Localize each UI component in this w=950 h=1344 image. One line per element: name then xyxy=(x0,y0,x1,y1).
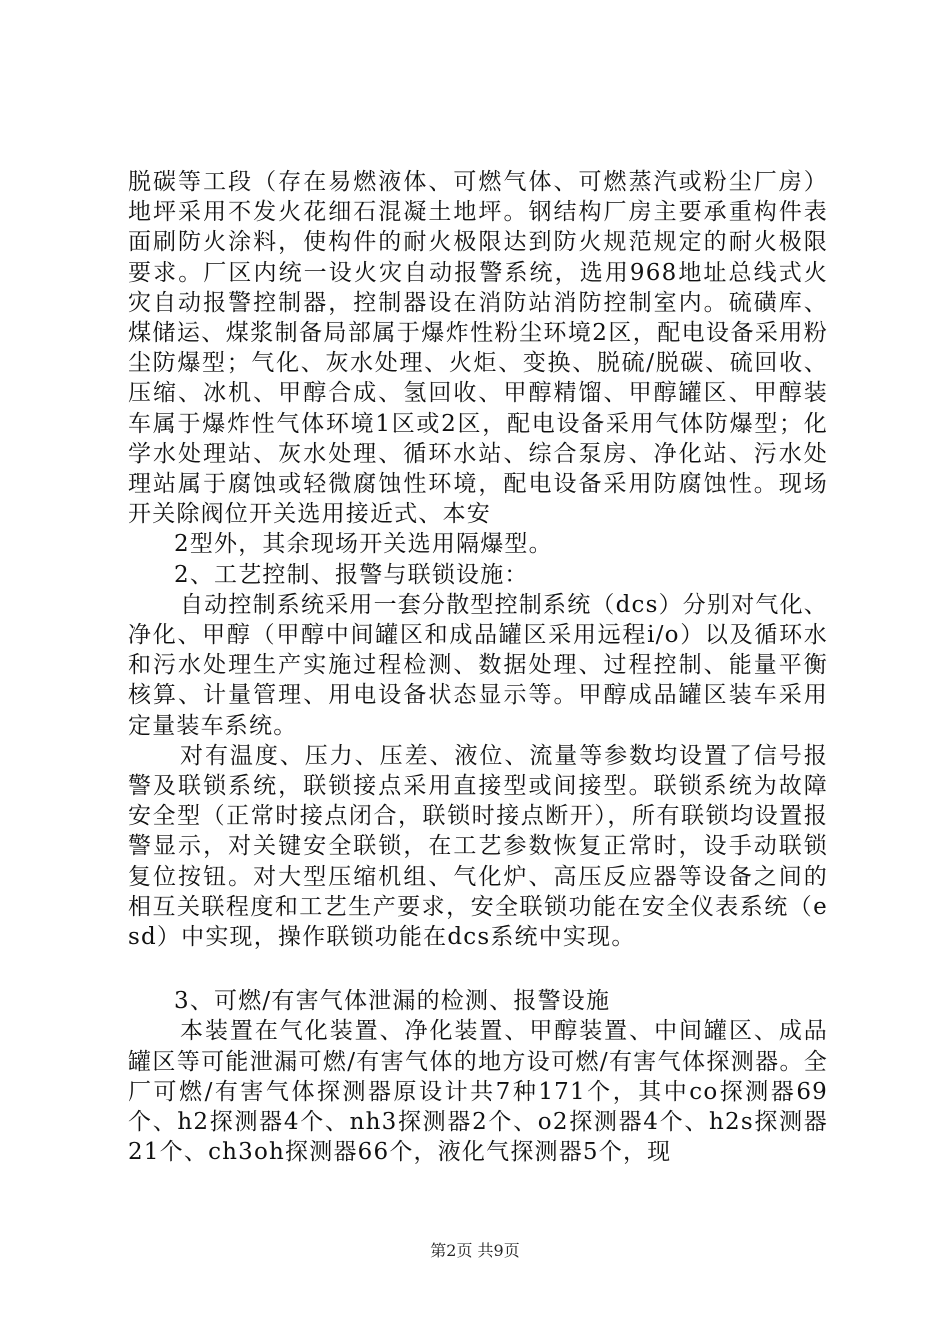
paragraph-switch-type: 2型外，其余现场开关选用隔爆型。 xyxy=(174,531,553,558)
paragraph-dcs-system: 自动控制系统采用一套分散型控制系统（dcs）分别对气化、净化、甲醇（甲醇中间罐区和成品罐区采用远程i/o）以及循环水和污水处理生产实施过程检测、数据处理、过程控制、能量平衡核算、计量管理、用电设备状态显示等。甲醇成品罐区装车采用定量装车系统。 xyxy=(128,591,829,739)
page-number-footer: 第2页 共9页 xyxy=(430,1241,520,1260)
document-body xyxy=(128,167,828,1168)
paragraph-interlock-system: 对有温度、压力、压差、液位、流量等参数均设置了信号报警及联锁系统，联锁接点采用直接型或间接型。联锁系统为故障安全型（正常时接点闭合，联锁时接点断开），所有联锁均设置报警显示，对关键安全联锁，在工艺参数恢复正常时，设手动联锁复位按钮。对大型压缩机组、气化炉、高压反应器等设备之间的相互关联程度和工艺生产要求，安全联锁功能在安全仪表系统（esd）中实现，操作联锁功能在dcs系统中实现。 xyxy=(128,742,828,951)
paragraph-gap xyxy=(128,952,828,986)
section-heading-process-control: 2、工艺控制、报警与联锁设施： xyxy=(174,561,529,588)
section-heading-gas-detection: 3、可燃/有害气体泄漏的检测、报警设施 xyxy=(174,988,611,1015)
paragraph-fire-protection: 脱碳等工段（存在易燃液体、可燃气体、可燃蒸汽或粉尘厂房）地坪采用不发火花细石混凝土地坪。钢结构厂房主要承重构件表面刷防火涂料，使构件的耐火极限达到防火规范规定的耐火极限要求。厂区内统一设火灾自动报警系统，选用968地址总线式火灾自动报警控制器，控制器设在消防站消防控制室内。硫磺库、煤储运、煤浆制备局部属于爆炸性粉尘环境2区，配电设备采用粉尘防爆型；气化、灰水处理、火炬、变换、脱硫/脱碳、硫回收、压缩、冰机、甲醇合成、氢回收、甲醇精馏、甲醇罐区、甲醇装车属于爆炸性气体环境1区或2区，配电设备采用气体防爆型；化学水处理站、灰水处理、循环水站、综合泵房、净化站、污水处理站属于腐蚀或轻微腐蚀性环境，配电设备采用防腐蚀性。现场开关除阀位开关选用接近式、本安 xyxy=(128,169,828,528)
paragraph-gas-detectors: 本装置在气化装置、净化装置、甲醇装置、中间罐区、成品罐区等可能泄漏可燃/有害气体的地方设可燃/有害气体探测器。全厂可燃/有害气体探测器原设计共7种171个，其中co探测器69个、h2探测器4个、nh3探测器2个、o2探测器4个、h2s探测器21个、ch3oh探测器66个，液化气探测器5个，现 xyxy=(128,1018,828,1166)
